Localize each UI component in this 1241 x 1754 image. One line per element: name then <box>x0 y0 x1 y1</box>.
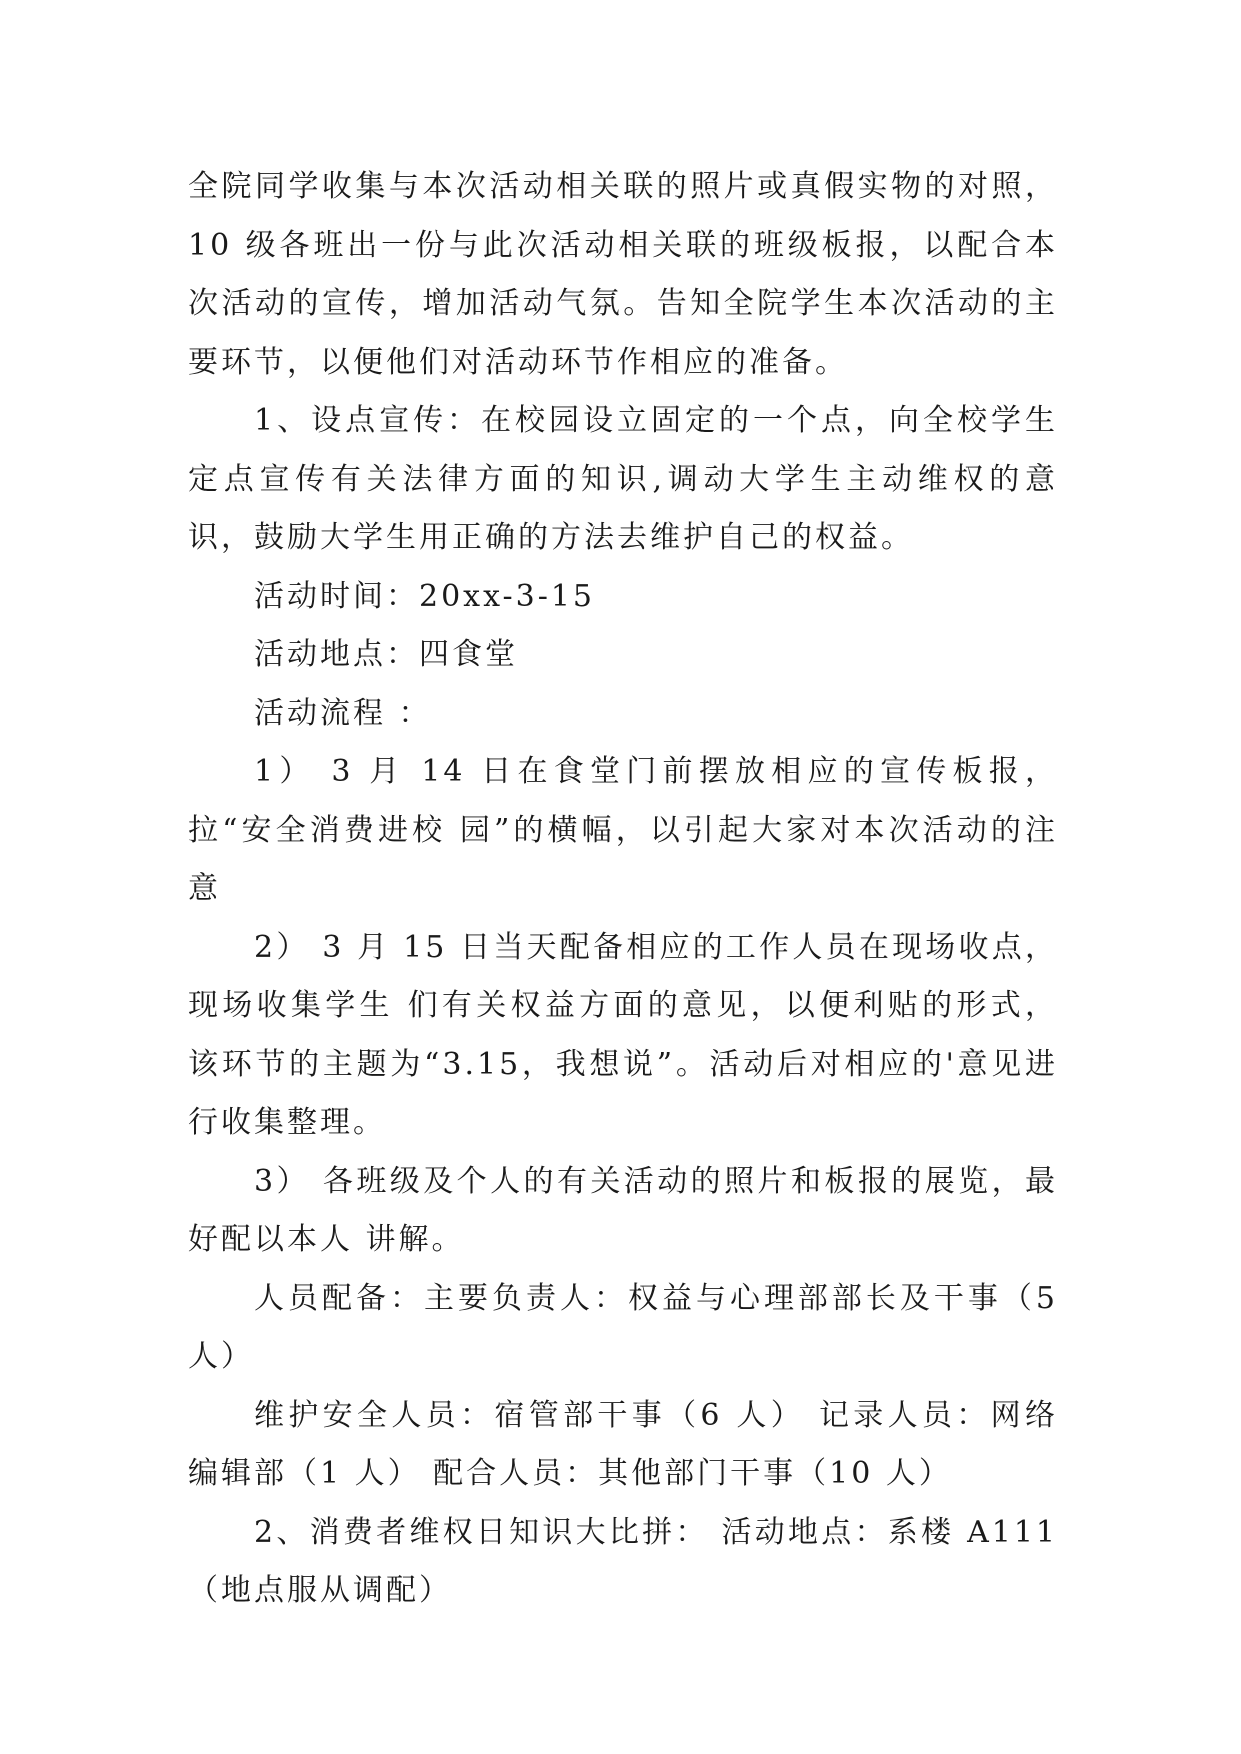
paragraph-intro: 全院同学收集与本次活动相关联的照片或真假实物的对照，10 级各班出一份与此次活动相关联的班级板报，以配合本次活动的宣传，增加活动气氛。告知全院学生本次活动的主要环节，以便他们对活动环节作相应的准备。 <box>188 169 1058 380</box>
paragraph-security-staff: 维护安全人员：宿管部干事（6 人） 记录人员：网络编辑部（1 人） 配合人员：其他部门干事（10 人） <box>188 1397 1058 1491</box>
paragraph-step-3: 3） 各班级及个人的有关活动的照片和板报的展览，最好配以本人 讲解。 <box>188 1163 1058 1257</box>
paragraph-activity-process-heading: 活动流程 ： <box>254 695 432 731</box>
paragraph-activity-location: 活动地点：四食堂 <box>254 637 518 672</box>
paragraph-knowledge-contest: 2、消费者维权日知识大比拼： 活动地点：系楼 A111（地点服从调配） <box>188 1514 1058 1608</box>
document-body <box>188 158 1058 1621</box>
paragraph-step-2: 2） 3 月 15 日当天配备相应的工作人员在现场收点，现场收集学生 们有关权益方面的意见，以便利贴的形式，该环节的主题为“3.15，我想说”。活动后对相应的'意见进行收集整理。 <box>188 929 1058 1140</box>
paragraph-step-1: 1） 3 月 14 日在食堂门前摆放相应的宣传板报，拉“安全消费进校 园”的横幅，以引起大家对本次活动的注意 <box>188 754 1058 906</box>
paragraph-setup-promotion: 1、设点宣传：在校园设立固定的一个点，向全校学生定点宣传有关法律方面的知识,调动大学生主动维权的意识，鼓励大学生用正确的方法去维护自己的权益。 <box>188 403 1058 555</box>
paragraph-activity-time: 活动时间：20xx-3-15 <box>254 578 596 614</box>
paragraph-staffing: 人员配备：主要负责人：权益与心理部部长及干事（5人） <box>188 1280 1058 1374</box>
